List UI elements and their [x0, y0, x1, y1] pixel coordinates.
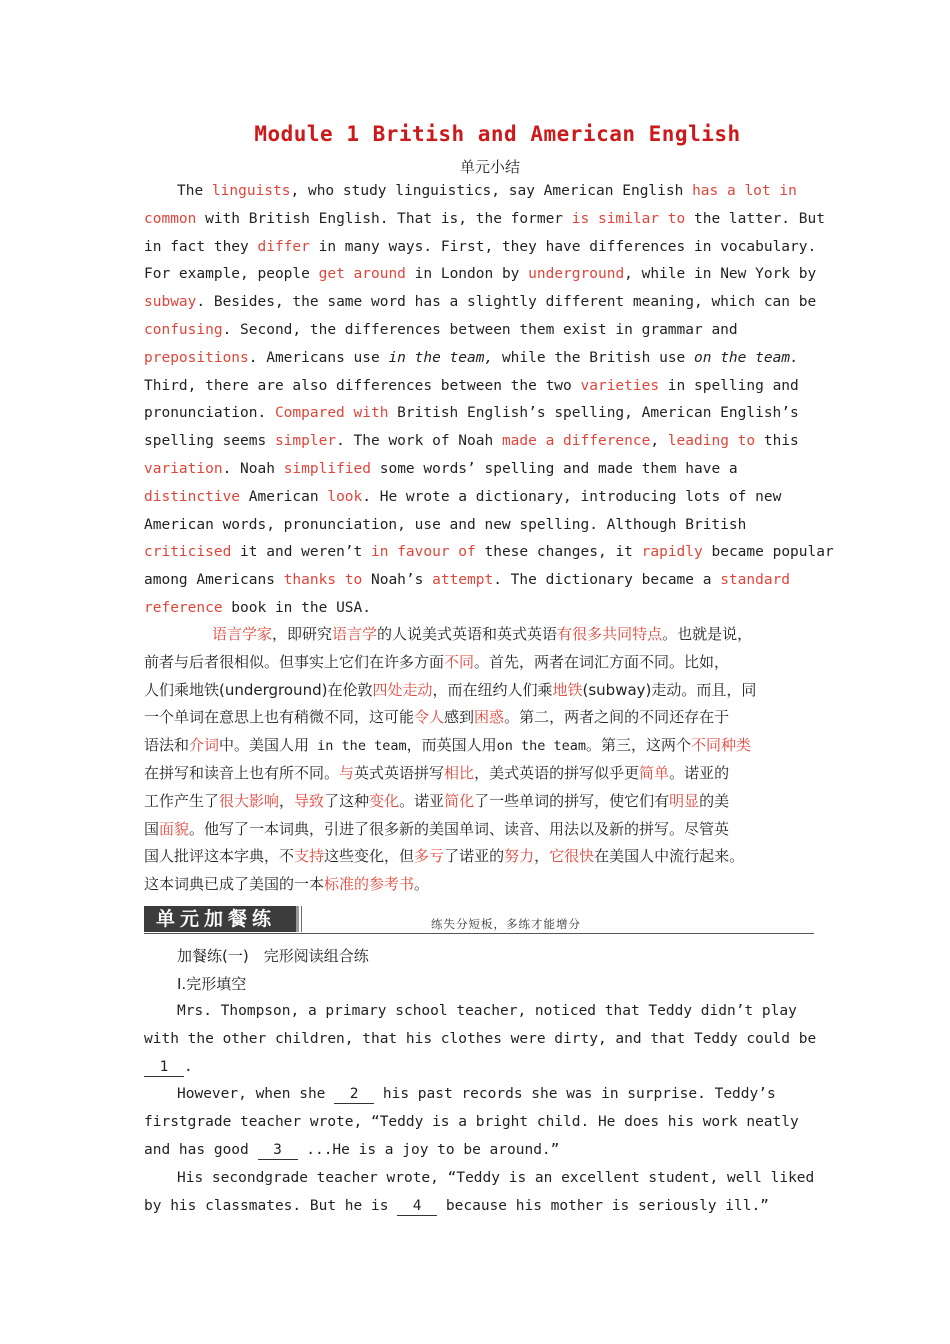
highlighted-phrase: 很大影响 — [219, 791, 280, 810]
text-run: ， — [534, 847, 550, 866]
text-run: with the other children, that his clothes were dirty, and that Teddy could be — [144, 1030, 817, 1047]
highlighted-phrase: 支持 — [294, 847, 325, 866]
text-run: 了诺亚的 — [444, 847, 505, 866]
highlighted-phrase: criticised — [144, 544, 232, 561]
highlighted-phrase: simplified — [283, 460, 371, 477]
exercise-heading: 加餐练(一) 完形阅读组合练 — [177, 947, 369, 965]
english-line — [144, 373, 814, 401]
text-run: 了一些单词的拼写，使它们有 — [474, 791, 670, 810]
highlighted-phrase: variation — [144, 460, 223, 477]
text-run: Mrs. Thompson, a primary school teacher, noticed that Teddy didn’t play — [177, 1003, 797, 1019]
text-run: For example, people — [144, 266, 319, 283]
text-run: 。 — [414, 875, 430, 894]
text-run: . — [184, 1058, 193, 1075]
highlighted-phrase: 简单 — [639, 763, 670, 782]
highlighted-phrase: linguists — [211, 183, 291, 199]
cloze-line — [144, 1109, 814, 1137]
page-subtitle: 单元小结 — [459, 158, 520, 176]
chinese-line — [144, 732, 814, 760]
english-summary-passage — [144, 178, 834, 623]
text-run: firstgrade teacher wrote, “Teddy is a bright child. He does his work neatly — [144, 1114, 799, 1131]
chinese-line — [144, 788, 814, 816]
text-run: . Besides, the same word has a slightly different meaning, which can be — [196, 294, 817, 311]
text-run: British English’s spelling, American English’s — [388, 405, 799, 422]
text-run: 这本词典已成了美国的一本 — [144, 875, 325, 894]
text-run: 人们乘地铁(underground)在伦敦 — [144, 680, 373, 699]
text-run: 了这种 — [324, 791, 370, 810]
section-bar-divider — [296, 906, 299, 932]
text-run: . He wrote a dictionary, introducing lots of new — [362, 488, 782, 505]
text-run: 在拼写和读音上也有所不同。 — [144, 763, 340, 782]
english-line — [144, 428, 814, 456]
text-run: ， — [279, 791, 295, 810]
text-run: 语法和 — [144, 736, 190, 755]
text-run: this — [755, 433, 799, 450]
text-run: , — [650, 433, 668, 450]
english-line — [144, 261, 817, 289]
text-run: His secondgrade teacher wrote, “Teddy is an excellent student, well liked — [177, 1169, 815, 1186]
highlighted-phrase: get around — [318, 266, 406, 283]
text-run: in London by — [405, 266, 529, 283]
text-run: American — [240, 488, 328, 505]
highlighted-phrase: 多亏 — [414, 847, 445, 866]
exercise-part-label: Ⅰ.完形填空 — [177, 975, 247, 993]
text-run: Noah’s — [362, 572, 433, 589]
chinese-line — [144, 871, 814, 899]
english-line — [144, 345, 814, 373]
chinese-line — [144, 621, 814, 649]
highlighted-phrase: 语言学 — [332, 625, 378, 643]
text-run: (subway)走动。而且，同 — [582, 680, 757, 699]
highlighted-phrase: 简化 — [444, 791, 475, 810]
text-run: ...He is a joy to be around.” — [297, 1141, 560, 1158]
cloze-line — [144, 1137, 814, 1165]
highlighted-phrase: differ — [257, 238, 310, 255]
text-run: 这些变化，但 — [324, 847, 415, 866]
blank-3: 3 — [258, 1141, 298, 1160]
english-line — [144, 595, 814, 623]
section-bar-tagline: 练失分短板，多练才能增分 — [431, 917, 581, 931]
text-run: , while in New York by — [624, 266, 817, 283]
text-run: 工作产生了 — [144, 791, 220, 810]
chinese-line — [144, 816, 814, 844]
highlighted-phrase: look — [327, 488, 363, 505]
text-run: in fact they — [144, 238, 258, 255]
text-run: ，而在纽约人们乘 — [432, 680, 553, 699]
text-run: with British English. That is, the former — [196, 210, 572, 227]
english-line — [144, 206, 825, 234]
text-run: ，美式英语的拼写似乎更 — [474, 763, 640, 782]
text-run: , who study linguistics, say American English — [290, 183, 693, 199]
text-run: 的人说美式英语和英式英语 — [377, 625, 558, 643]
highlighted-phrase: subway — [144, 294, 197, 311]
blank-2: 2 — [334, 1085, 374, 1104]
cloze-line — [144, 1193, 814, 1221]
cloze-passage — [144, 998, 817, 1220]
text-run: in the team, — [388, 349, 494, 366]
text-run: 中。美国人用 — [219, 736, 310, 755]
text-run: his past records she was in surprise. Teddy’s — [374, 1086, 776, 1103]
chinese-line — [144, 677, 814, 705]
cloze-line — [144, 1054, 814, 1082]
text-run: 前者与后者很相似。但事实上它们在许多方面 — [144, 652, 445, 671]
highlighted-phrase: 努力 — [504, 847, 535, 866]
blank-1: 1 — [144, 1058, 184, 1077]
page-title: Module 1 British and American English — [254, 122, 741, 146]
text-run: 。首先，两者在词汇方面不同。比如， — [474, 652, 730, 671]
text-run: it and weren’t — [231, 544, 371, 561]
text-run: became popular — [702, 544, 834, 561]
blank-4: 4 — [397, 1197, 437, 1216]
text-run: book in the USA. — [222, 599, 371, 616]
english-line — [144, 178, 814, 206]
highlighted-phrase: 不同种类 — [691, 736, 752, 755]
text-run: . Second, the differences between them exist in grammar and — [222, 321, 738, 338]
cloze-line — [144, 1081, 814, 1109]
text-run: on the team. — [694, 349, 799, 366]
chinese-line — [144, 843, 814, 871]
text-run: while the British use — [493, 349, 695, 366]
highlighted-phrase: 地铁 — [552, 680, 583, 699]
cloze-line — [144, 998, 814, 1026]
text-run: 国 — [144, 819, 160, 838]
text-run: 。他写了一本词典，引进了很多新的美国单词、读音、用法以及新的拼写。尽管英 — [189, 819, 730, 838]
highlighted-phrase: 变化 — [369, 791, 400, 810]
chinese-line — [144, 649, 814, 677]
highlighted-phrase: 相比 — [444, 763, 475, 782]
text-run: in the team — [309, 738, 407, 755]
english-line — [144, 289, 817, 317]
highlighted-phrase: 面貌 — [159, 819, 190, 838]
text-run: 。第三，这两个 — [586, 736, 692, 755]
chinese-line — [144, 704, 814, 732]
text-run: on the team — [496, 738, 587, 755]
text-run: 英式英语拼写 — [354, 763, 445, 782]
highlighted-phrase: 标准的参考书 — [324, 875, 415, 894]
text-run: pronunciation. — [144, 405, 275, 422]
highlighted-phrase: 困惑 — [474, 708, 505, 727]
text-run: spelling seems — [144, 433, 275, 450]
highlighted-phrase: rapidly — [641, 544, 703, 561]
highlighted-phrase: 介词 — [189, 736, 220, 755]
highlighted-phrase: reference — [144, 599, 223, 616]
highlighted-phrase: 它很快 — [549, 847, 595, 866]
english-line — [144, 512, 814, 540]
text-run: 在美国人中流行起来。 — [594, 847, 745, 866]
text-run: among Americans — [144, 572, 284, 589]
english-line — [144, 484, 814, 512]
highlighted-phrase: 有很多共同特点 — [557, 625, 663, 643]
text-run: ，即研究 — [272, 625, 333, 643]
highlighted-phrase: 与 — [339, 763, 355, 782]
highlighted-phrase: underground — [528, 266, 625, 283]
highlighted-phrase: in favour of — [371, 544, 476, 561]
text-run: 。诺亚 — [399, 791, 445, 810]
chinese-translation-passage — [144, 621, 814, 899]
section-bar — [144, 906, 814, 934]
highlighted-phrase: standard — [720, 572, 791, 589]
highlighted-phrase: made a difference — [501, 433, 651, 450]
text-run: ，而英国人用 — [406, 736, 497, 755]
english-line — [144, 317, 814, 345]
english-line — [144, 539, 834, 567]
english-line — [144, 234, 817, 262]
highlighted-phrase: attempt — [432, 572, 494, 589]
highlighted-phrase: prepositions — [144, 349, 249, 366]
highlighted-phrase: has a lot in — [692, 183, 797, 199]
text-run: . Noah — [222, 460, 284, 477]
text-run: . Americans use — [248, 349, 389, 366]
cloze-line — [144, 1165, 814, 1193]
highlighted-phrase: 四处走动 — [372, 680, 433, 699]
highlighted-phrase: 不同 — [444, 652, 475, 671]
text-run: the latter. But — [685, 210, 825, 227]
section-bar-divider-thin — [301, 906, 302, 932]
text-run: However, when she — [177, 1086, 335, 1103]
highlighted-phrase: 语言学家 — [212, 625, 273, 643]
section-bar-rule — [144, 933, 814, 934]
english-line — [144, 456, 814, 484]
text-run: 。也就是说， — [662, 625, 753, 643]
text-run: and has good — [144, 1141, 258, 1158]
text-run: by his classmates. But he is — [144, 1197, 398, 1214]
chinese-line — [144, 760, 814, 788]
text-run: in spelling and — [659, 377, 799, 394]
text-run: . The work of Noah — [336, 433, 502, 450]
highlighted-phrase: Compared with — [274, 405, 389, 422]
text-run: some words’ spelling and made them have a — [371, 460, 738, 477]
text-run: . The dictionary became a — [493, 572, 721, 589]
highlighted-phrase: 明显 — [669, 791, 700, 810]
text-run: 感到 — [444, 708, 475, 727]
english-line — [144, 400, 814, 428]
highlighted-phrase: simpler — [274, 433, 337, 450]
highlighted-phrase: thanks to — [283, 572, 363, 589]
highlighted-phrase: leading to — [667, 433, 756, 450]
text-run: these changes, it — [475, 544, 642, 561]
text-run: 国人批评这本字典，不 — [144, 847, 295, 866]
text-run: American words, pronunciation, use and new spelling. Although British — [144, 516, 747, 533]
text-run: 的美 — [699, 791, 730, 810]
highlighted-phrase: common — [144, 210, 197, 227]
highlighted-phrase: confusing — [144, 321, 223, 338]
highlighted-phrase: is similar to — [571, 210, 686, 227]
text-run: 。第二，两者之间的不同还存在于 — [504, 708, 730, 727]
highlighted-phrase: distinctive — [144, 488, 241, 505]
text-run: 。诺亚的 — [669, 763, 730, 782]
section-bar-label: 单元加餐练 — [144, 906, 296, 932]
text-run: in many ways. First, they have differences in vocabulary. — [309, 238, 817, 255]
highlighted-phrase: 令人 — [414, 708, 445, 727]
text-run: Third, there are also differences between the two — [144, 377, 581, 394]
highlighted-phrase: 导致 — [294, 791, 325, 810]
text-run: 一个单词在意思上也有稍微不同，这可能 — [144, 708, 415, 727]
text-run: The — [177, 183, 212, 199]
highlighted-phrase: varieties — [580, 377, 660, 394]
english-line — [144, 567, 814, 595]
text-run: because his mother is seriously ill.” — [437, 1197, 769, 1214]
cloze-line — [144, 1026, 817, 1054]
